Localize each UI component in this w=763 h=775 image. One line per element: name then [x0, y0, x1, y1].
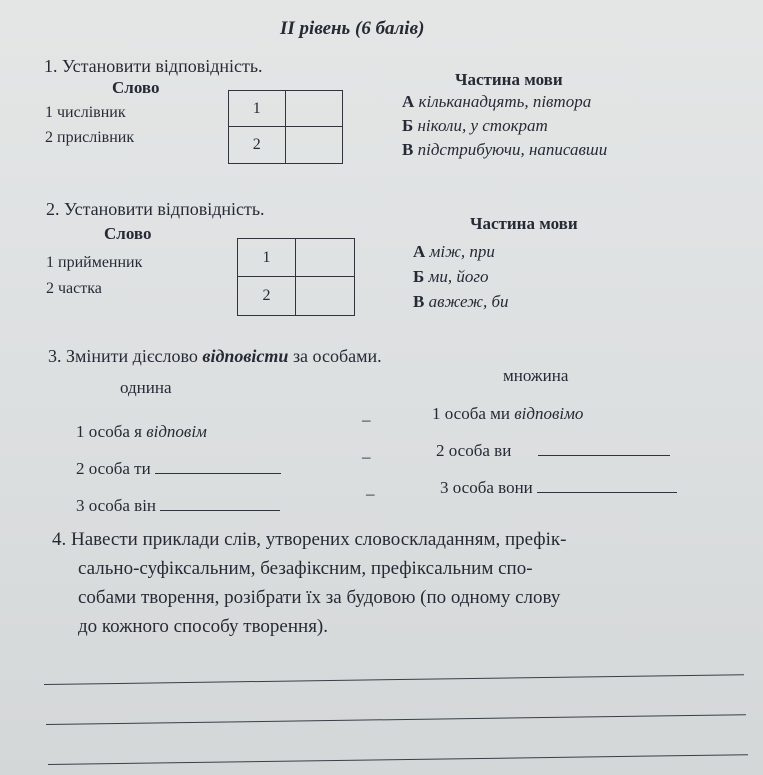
conj-dash: –: [366, 484, 375, 503]
task1-item-2: 2 прислівник: [45, 129, 135, 146]
conj-dash: –: [362, 447, 371, 466]
task2-item-1: 1 прийменник: [46, 254, 143, 271]
conj-plural-1: 1 особа ми відповімо: [432, 404, 584, 423]
task4-line-4: до кожного способу творення).: [78, 616, 329, 637]
task3-heading: [48, 346, 382, 367]
task2-item-2: 2 частка: [46, 280, 102, 297]
conj-dash: –: [362, 410, 371, 429]
task1-heading: [44, 56, 263, 77]
conj-plural-2: 2 особа ви: [436, 441, 670, 461]
conj-answer-blank[interactable]: [537, 491, 677, 493]
task1-option-a: А кільканадцять, півтора: [402, 92, 592, 111]
task2-text: Установити відповідність.: [64, 199, 265, 219]
task1-option-c: В підстрибуючи, написавши: [402, 140, 608, 159]
task3-verb: відповісти: [202, 346, 289, 366]
task2-grid-cell: 2: [238, 277, 296, 315]
task2-heading: [46, 199, 265, 220]
conj-singular-1: 1 особа я відповім: [76, 422, 207, 441]
conj-singular-3: 3 особа він: [76, 496, 280, 516]
task1-col-right: Частина мови: [455, 70, 563, 89]
task2-col-left: Слово: [104, 224, 152, 243]
task2-answer-grid: [237, 238, 355, 316]
task2-grid-cell[interactable]: [296, 239, 354, 277]
task2-grid-cell[interactable]: [296, 277, 354, 315]
plural-label: множина: [503, 366, 569, 385]
conj-plural-3: 3 особа вони: [440, 478, 677, 498]
task2-option-b: Б ми, його: [413, 267, 489, 286]
answer-line[interactable]: [44, 674, 744, 685]
conj-singular-2: 2 особа ти: [76, 459, 281, 479]
answer-line[interactable]: [46, 714, 746, 725]
task1-grid-cell: 2: [229, 127, 286, 163]
task2-number: 2.: [46, 199, 60, 219]
task4-line-2: сально-суфіксальним, безафіксним, префіксальним спо-: [78, 558, 533, 579]
conj-answer-blank[interactable]: [538, 454, 670, 456]
task3-text-before: Змінити дієслово: [66, 346, 198, 366]
answer-line[interactable]: [48, 754, 748, 765]
conj-answer-blank[interactable]: [160, 509, 280, 511]
task2-option-c: В авжеж, би: [413, 292, 509, 311]
task1-col-left: Слово: [112, 78, 160, 97]
task2-grid-cell: 1: [238, 239, 296, 277]
task4-line-3: собами творення, розібрати їх за будовою (по одному слову: [78, 587, 561, 608]
conj-answer-blank[interactable]: [155, 472, 281, 474]
task1-text: Установити відповідність.: [62, 56, 263, 76]
task1-grid-cell[interactable]: [286, 91, 343, 127]
task3-number: 3.: [48, 346, 62, 366]
singular-label: однина: [120, 378, 172, 397]
task3-text-after: за особами.: [292, 346, 382, 366]
level-title: II рівень (6 балів): [280, 18, 425, 39]
task2-option-a: А між, при: [413, 242, 495, 261]
task4-number: 4.: [52, 529, 67, 550]
task1-grid-cell[interactable]: [286, 127, 343, 163]
task2-col-right: Частина мови: [470, 214, 578, 233]
conj-form: відповім: [146, 422, 207, 441]
task1-option-b: Б ніколи, у стократ: [402, 116, 548, 135]
conj-form: відповімо: [514, 404, 584, 423]
task1-number: 1.: [44, 56, 58, 76]
task1-answer-grid: [228, 90, 343, 164]
task1-grid-cell: 1: [229, 91, 286, 127]
task4-line-1: 4. Навести приклади слів, утворених словоскладанням, префік-: [52, 529, 567, 550]
task1-item-1: 1 числівник: [45, 104, 126, 121]
